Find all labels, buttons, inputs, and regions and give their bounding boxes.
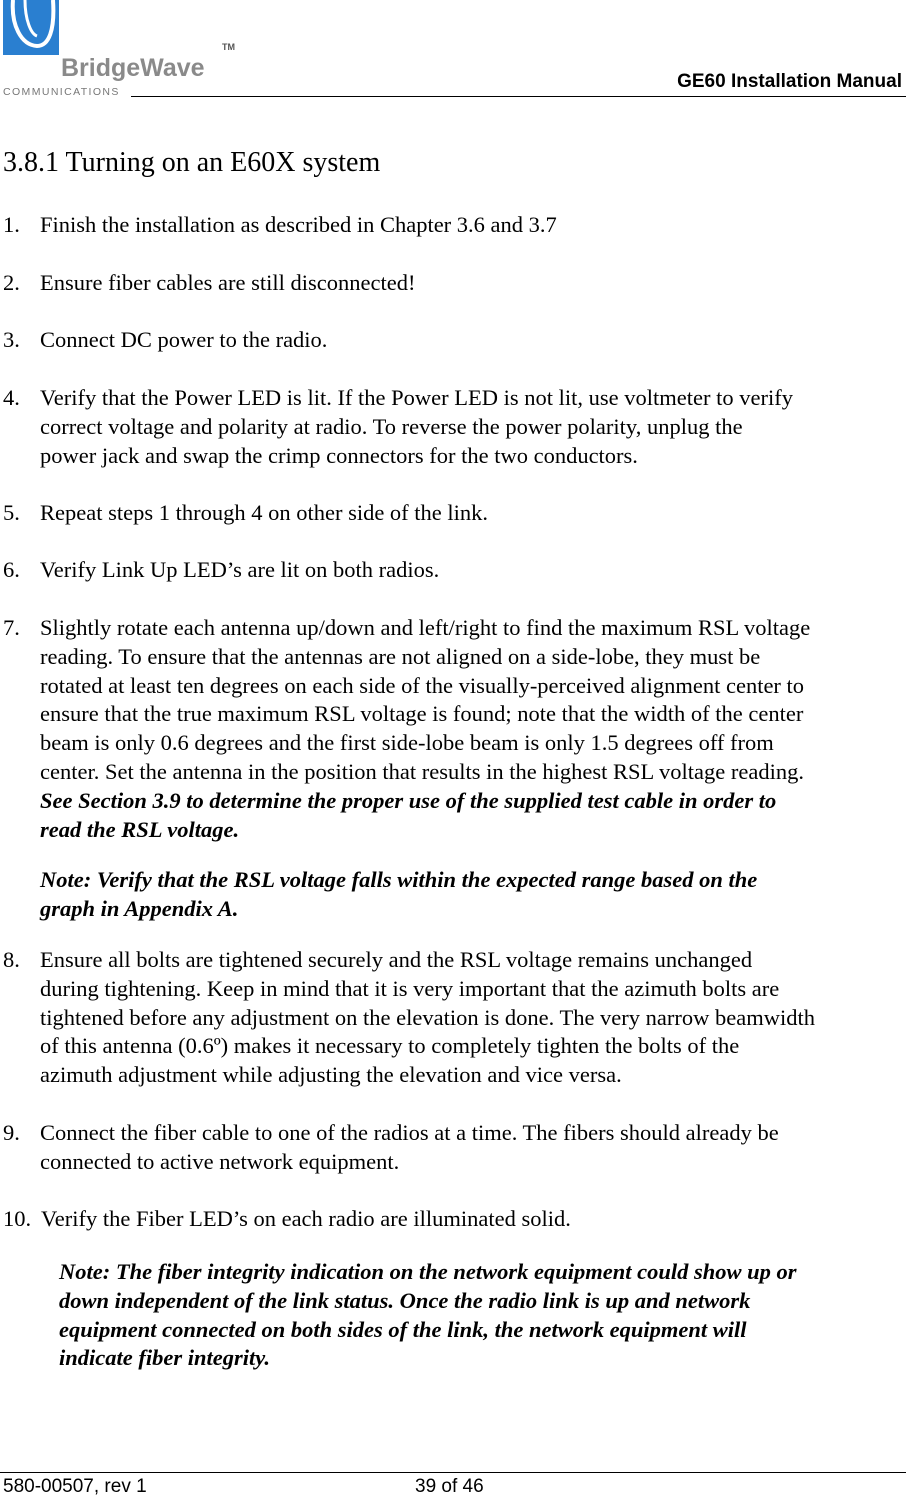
step-number: 2. (3, 270, 20, 295)
text-line: center. Set the antenna in the position that results in the highest RSL voltage reading. (40, 758, 805, 784)
text-line: power jack and swap the crimp connectors for the two conductors. (40, 442, 638, 468)
logo-trademark: TM (222, 42, 235, 52)
emphasis-line: Note: Verify that the RSL voltage falls within the expected range based on the (40, 867, 758, 892)
step-number: 4. (3, 385, 20, 410)
text-line: tightened before any adjustment on the elevation is done. The very narrow beamwidth (40, 1004, 815, 1030)
text-line: of this antenna (0.6º) makes it necessary to completely tighten the bolts of the (40, 1033, 740, 1059)
text-line: Verify Link Up LED’s are lit on both radios. (40, 557, 440, 582)
text-line: azimuth adjustment while adjusting the elevation and vice versa. (40, 1062, 622, 1088)
step-number: 1. (3, 212, 20, 237)
footer-page-number: 39 of 46 (415, 1476, 484, 1497)
step-number: 5. (3, 500, 20, 525)
text-line: Connect DC power to the radio. (40, 327, 328, 352)
text-line: Ensure all bolts are tightened securely and the RSL voltage remains unchanged (40, 947, 753, 972)
text-line: Ensure fiber cables are still disconnected! (40, 270, 416, 295)
text-line: connected to active network equipment. (40, 1148, 400, 1174)
text-line: Verify that the Power LED is lit. If the Power LED is not lit, use voltmeter to verify (40, 385, 793, 410)
text-line: Repeat steps 1 through 4 on other side of the link. (40, 500, 489, 525)
emphasis-line: indicate fiber integrity. (59, 1345, 271, 1371)
header-title: GE60 Installation Manual (677, 71, 902, 92)
logo-mark (3, 0, 59, 55)
text-line: during tightening. Keep in mind that it is very important that the azimuth bolts are (40, 975, 780, 1001)
text-line: rotated at least ten degrees on each side of the visually-perceived alignment center to (40, 672, 805, 698)
step-number: 10. (3, 1206, 32, 1231)
text-line: beam is only 0.6 degrees and the first side-lobe beam is only 1.5 degrees off from (40, 730, 774, 756)
emphasis-line: down independent of the link status. Once the radio link is up and network (59, 1287, 751, 1313)
header-divider (131, 96, 906, 97)
step-number: 3. (3, 327, 20, 352)
emphasis-line: equipment connected on both sides of the link, the network equipment will (59, 1316, 747, 1342)
emphasis-line: See Section 3.9 to determine the proper use of the supplied test cable in order to (40, 787, 777, 813)
step-number: 8. (3, 947, 20, 972)
text-line: Slightly rotate each antenna up/down and left/right to find the maximum RSL voltage (40, 615, 811, 640)
text-line: Connect the fiber cable to one of the radios at a time. The fibers should already be (40, 1120, 779, 1145)
emphasis-line: read the RSL voltage. (40, 816, 240, 842)
footer-divider (0, 1472, 906, 1473)
step-number: 9. (3, 1120, 20, 1145)
text-line: correct voltage and polarity at radio. To reverse the power polarity, unplug the (40, 413, 743, 439)
emphasis-line: graph in Appendix A. (40, 895, 239, 921)
logo-subtitle: COMMUNICATIONS (3, 86, 120, 98)
logo-brand: BridgeWave (61, 54, 205, 82)
text-line: Verify the Fiber LED’s on each radio are illuminated solid. (41, 1206, 571, 1231)
footer-doc-number: 580-00507, rev 1 (3, 1476, 147, 1497)
step-number: 6. (3, 557, 20, 582)
text-line: reading. To ensure that the antennas are not aligned on a side-lobe, they must be (40, 643, 761, 669)
step-number: 7. (3, 615, 20, 640)
section-title: 3.8.1 Turning on an E60X system (3, 147, 381, 178)
emphasis-line: Note: The fiber integrity indication on the network equipment could show up or (59, 1259, 797, 1284)
text-line: Finish the installation as described in Chapter 3.6 and 3.7 (40, 212, 557, 237)
text-line: ensure that the true maximum RSL voltage is found; note that the width of the center (40, 701, 804, 727)
